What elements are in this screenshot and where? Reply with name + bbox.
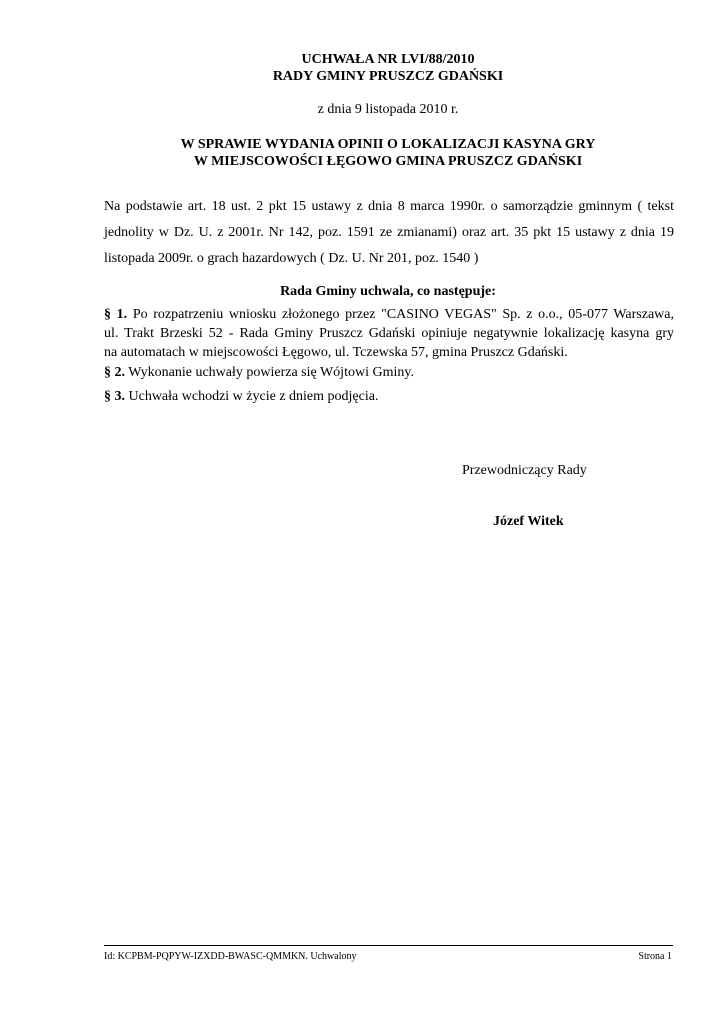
paragraph-number: § 1. [104,307,128,322]
signature-name: Józef Witek [493,514,564,529]
paragraph-1 [104,305,674,362]
council-name: RADY GMINY PRUSZCZ GDAŃSKI [272,69,504,84]
footer-divider [104,945,673,946]
paragraph-number: § 2. [104,365,125,380]
paragraph-2 [104,363,674,382]
footer-page-number: Strona 1 [638,951,672,962]
signature-role: Przewodniczący Rady [462,463,587,478]
subject-line-2: W MIEJSCOWOŚCI ŁĘGOWO GMINA PRUSZCZ GDAŃSKI [193,154,583,169]
resolves-heading: Rada Gminy uchwala, co następuje: [280,284,496,299]
legal-basis-line-3: listopada 2009r. o grach hazardowych ( Dz. U. Nr 201, poz. 1540 ) [104,251,479,266]
paragraph-1-line-1: § 1. Po rozpatrzeniu wniosku złożonego przez "CASINO VEGAS" Sp. z o.o., 05-077 Warszawa, [104,307,675,322]
paragraph-1-line-3: na automatach w miejscowości Łęgowo, ul. Tczewska 57, gmina Pruszcz Gdański. [104,345,568,360]
footer-document-id: Id: KCPBM-PQPYW-IZXDD-BWASC-QMMKN. Uchwalony [104,951,357,962]
paragraph-1-line-2: ul. Trakt Brzeski 52 - Rada Gminy Pruszcz Gdański opiniuje negatywnie lokalizację kasyna gry [104,326,674,341]
legal-basis-line-1: Na podstawie art. 18 ust. 2 pkt 15 ustawy z dnia 8 marca 1990r. o samorządzie gminnym ( tekst [104,199,674,214]
paragraph-3 [104,387,674,406]
paragraph-number: § 3. [104,389,125,404]
paragraph-2-line-1: § 2. Wykonanie uchwały powierza się Wójtowi Gminy. [104,365,414,380]
paragraph-3-line-1: § 3. Uchwała wchodzi w życie z dniem podjęcia. [104,389,379,404]
resolution-title: UCHWAŁA NR LVI/88/2010 [301,52,475,67]
legal-basis-line-2: jednolity w Dz. U. z 2001r. Nr 142, poz. 1591 ze zmianami) oraz art. 35 pkt 15 ustawy z dnia 19 [104,225,674,240]
subject-line-1: W SPRAWIE WYDANIA OPINII O LOKALIZACJI KASYNA GRY [180,137,596,152]
resolution-date: z dnia 9 listopada 2010 r. [317,102,459,117]
